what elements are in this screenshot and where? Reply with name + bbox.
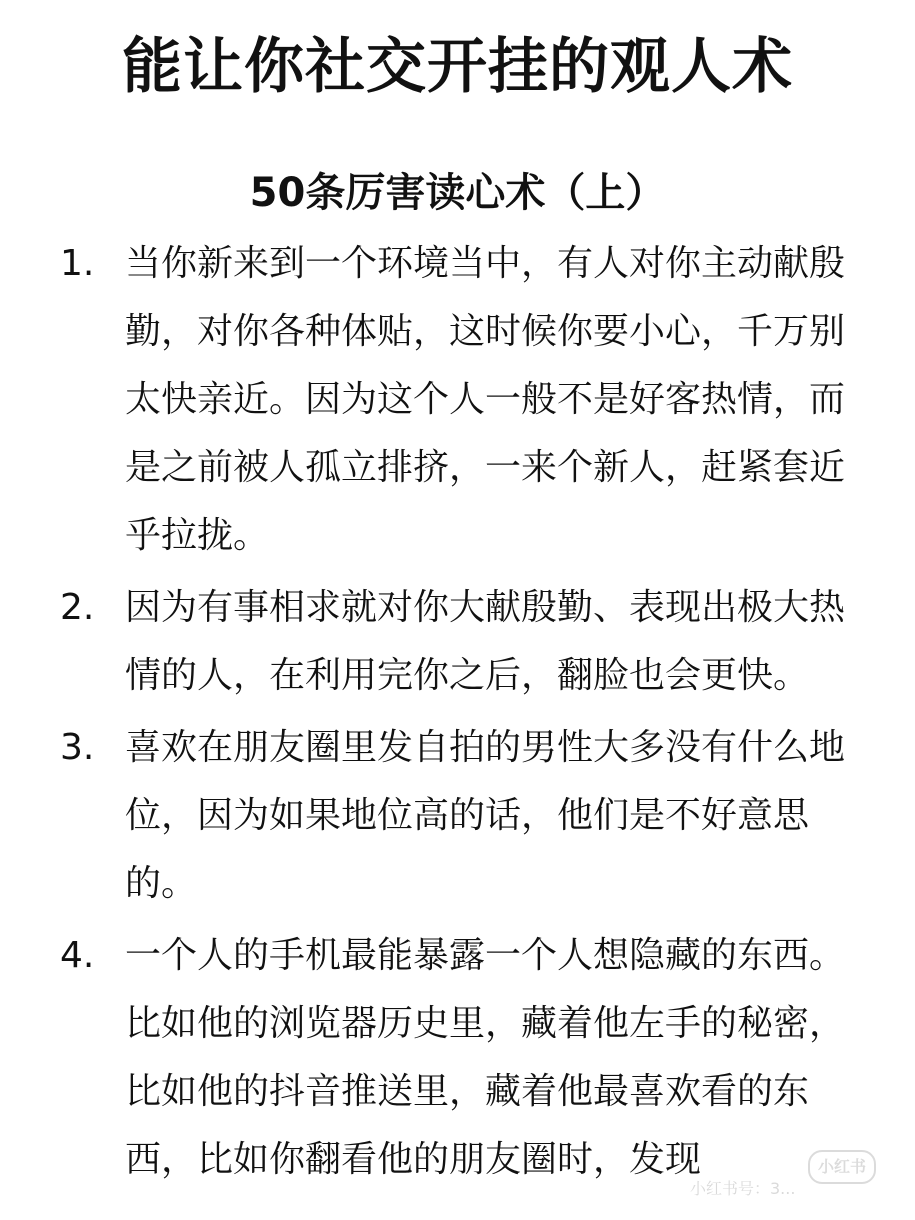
page-subtitle: 50条厉害读心术（上） xyxy=(249,170,666,216)
list-item xyxy=(60,714,880,918)
list-item-number: 2. xyxy=(60,587,95,628)
list-item xyxy=(60,922,880,1194)
list-item xyxy=(60,230,880,570)
list-item-text: 因为有事相求就对你大献殷勤、表现出极大热情的人，在利用完你之后，翻脸也会更快。 xyxy=(125,587,846,696)
page-title: 能让你社交开挂的观人术 xyxy=(122,32,793,102)
list-item-text: 喜欢在朋友圈里发自拍的男性大多没有什么地位，因为如果地位高的话，他们是不好意思的。 xyxy=(125,727,846,904)
tips-list xyxy=(60,230,880,1198)
list-item-number: 1. xyxy=(60,243,95,284)
list-item xyxy=(60,574,880,710)
list-item-text: 当你新来到一个环境当中，有人对你主动献殷勤，对你各种体贴，这时候你要小心，千万别太快亲近。因为这个人一般不是好客热情，而是之前被人孤立排挤，一来个新人，赶紧套近乎拉拢。 xyxy=(125,243,846,556)
list-item-number: 3. xyxy=(60,727,95,768)
watermark-logo: 小红书 xyxy=(808,1150,876,1184)
list-item-text: 一个人的手机最能暴露一个人想隐藏的东西。比如他的浏览器历史里，藏着他左手的秘密，比如他的抖音推送里，藏着他最喜欢看的东西，比如你翻看他的朋友圈时，发现 xyxy=(125,935,846,1180)
list-item-number: 4. xyxy=(60,935,95,976)
watermark-text: 小红书号：3... xyxy=(690,1179,796,1198)
